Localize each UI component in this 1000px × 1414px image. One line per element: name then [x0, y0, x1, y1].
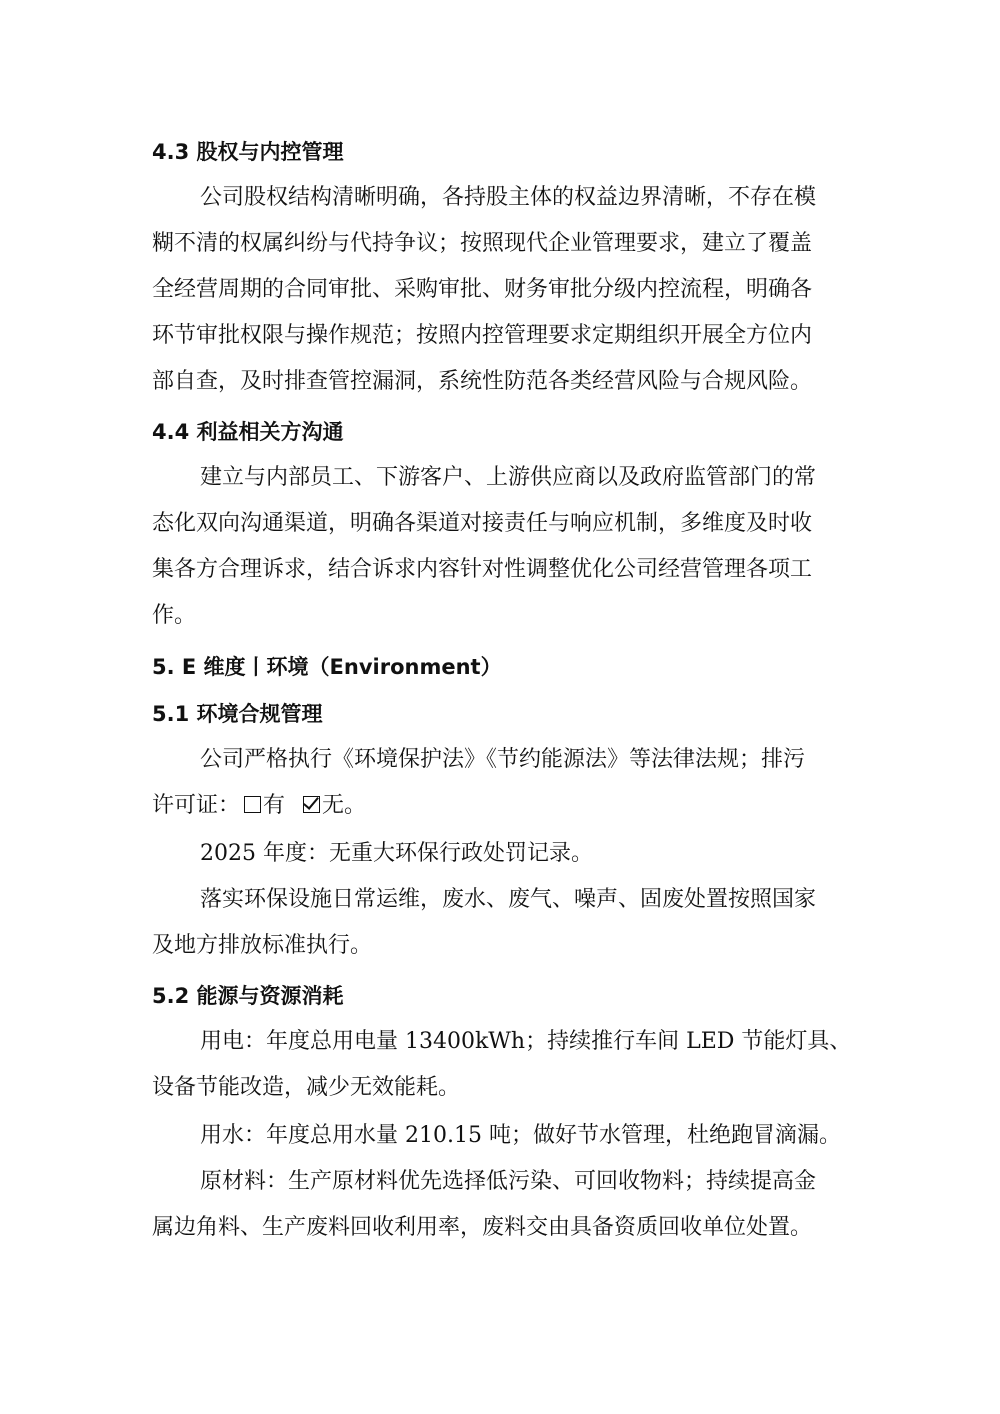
paragraph-line: 全经营周期的合同审批、采购审批、财务审批分级内控流程，明确各 — [152, 277, 813, 302]
paragraph-line: 态化双向沟通渠道，明确各渠道对接责任与响应机制，多维度及时收 — [152, 511, 813, 536]
checkbox-yes[interactable] — [244, 796, 261, 813]
paragraph-line: 公司严格执行《环境保护法》《节约能源法》等法律法规；排污 — [200, 747, 806, 772]
paragraph-line: 属边角料、生产废料回收利用率，废料交由具备资质回收单位处置。 — [152, 1215, 813, 1240]
paragraph-line: 落实环保设施日常运维，废水、废气、噪声、固废处置按照国家 — [200, 887, 817, 912]
checkbox-no[interactable] — [303, 796, 320, 813]
permit-label: 许可证： — [152, 793, 241, 818]
section-heading-5-1: 5.1 环境合规管理 — [152, 702, 323, 726]
paragraph-line: 原材料：生产原材料优先选择低污染、可回收物料；持续提高金 — [200, 1169, 817, 1194]
section-heading-4-3: 4.3 股权与内控管理 — [152, 140, 344, 164]
paragraph-line: 及地方排放标准执行。 — [152, 933, 373, 958]
paragraph-line: 集各方合理诉求，结合诉求内容针对性调整优化公司经营管理各项工 — [152, 557, 813, 582]
paragraph-line: 设备节能改造，减少无效能耗。 — [152, 1075, 461, 1100]
paragraph-line: 2025 年度：无重大环保行政处罚记录。 — [200, 841, 593, 866]
paragraph-line: 公司股权结构清晰明确，各持股主体的权益边界清晰，不存在模 — [200, 185, 817, 210]
section-heading-5-2: 5.2 能源与资源消耗 — [152, 984, 344, 1008]
checkbox-yes-label: 有 — [263, 793, 286, 818]
paragraph-line: 用水：年度总用水量 210.15 吨；做好节水管理，杜绝跑冒滴漏。 — [200, 1123, 841, 1148]
section-heading-4-4: 4.4 利益相关方沟通 — [152, 420, 344, 444]
paragraph-line: 糊不清的权属纠纷与代持争议；按照现代企业管理要求，建立了覆盖 — [152, 231, 813, 256]
permit-line — [152, 791, 366, 821]
paragraph-line: 作。 — [152, 603, 197, 628]
paragraph-line: 部自查，及时排查管控漏洞，系统性防范各类经营风险与合规风险。 — [152, 369, 813, 394]
checkbox-no-label: 无。 — [322, 793, 367, 818]
paragraph-line: 环节审批权限与操作规范；按照内控管理要求定期组织开展全方位内 — [152, 323, 813, 348]
section-heading-5: 5. E 维度丨环境（Environment） — [152, 655, 502, 679]
paragraph-line: 建立与内部员工、下游客户、上游供应商以及政府监管部门的常 — [200, 465, 817, 490]
paragraph-line: 用电：年度总用电量 13400kWh；持续推行车间 LED 节能灯具、 — [200, 1029, 852, 1054]
